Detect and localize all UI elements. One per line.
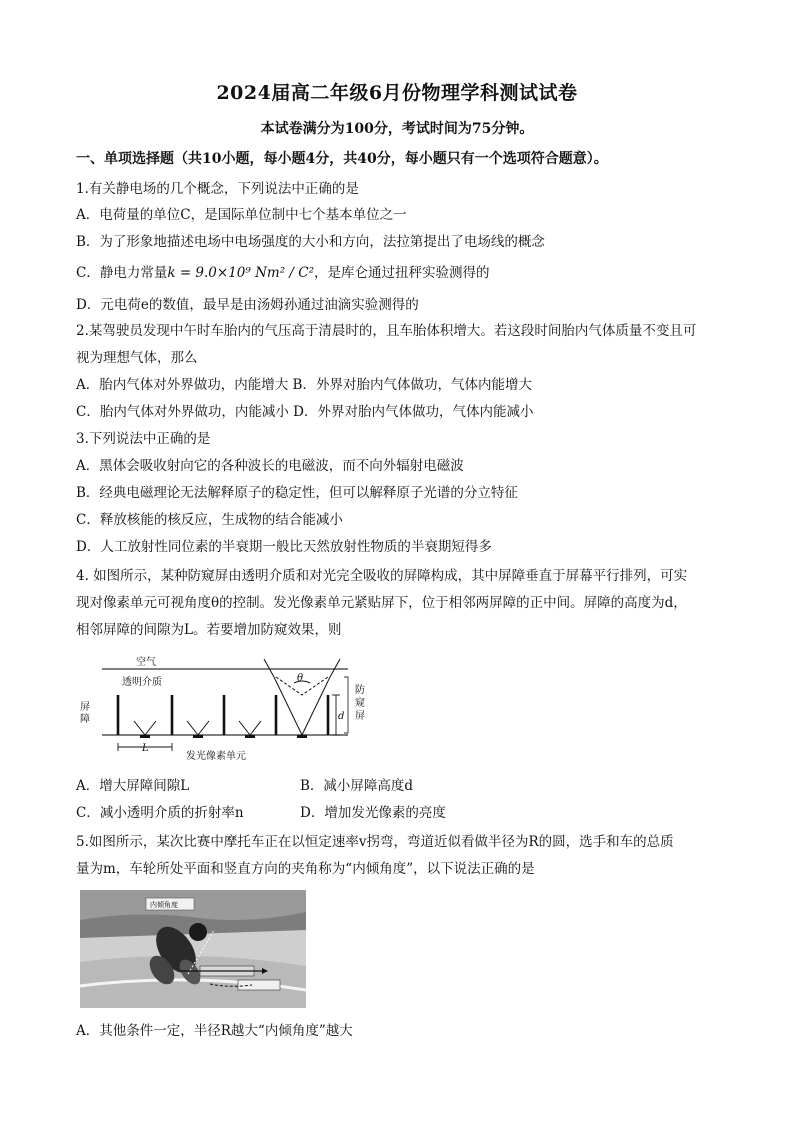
q3-stem: 3.下列说法中正确的是: [76, 431, 211, 447]
q1-option-b: B．为了形象地描述电场中电场强度的大小和方向，法拉第提出了电场线的概念: [76, 234, 545, 250]
label-medium: 透明介质: [122, 677, 162, 688]
page-title: 2024届高二年级6月份物理学科测试试卷: [216, 82, 578, 104]
q4-stem-line1: 4. 如图所示，某种防窥屏由透明介质和对光完全吸收的屏障构成，其中屏障垂直于屏幕平行排列，可实: [76, 568, 688, 584]
privacy-screen-figure: [98, 655, 354, 765]
label-pixel: 发光像素单元: [186, 751, 246, 762]
q4-stem-line3: 相邻屏障的间隙为L。若要增加防窥效果，则: [76, 622, 342, 638]
light-rays: [134, 659, 340, 735]
motorcycle-photo: [80, 890, 306, 1008]
label-theta: θ: [297, 673, 304, 684]
q5-stem-line1: 5.如图所示，某次比赛中摩托车正在以恒定速率v拐弯，弯道近似看做半径为R的圆，选手和车的总质: [76, 834, 674, 850]
label-d: d: [338, 711, 345, 722]
q1-option-d: D．元电荷e的数值，最早是由汤姆孙通过油滴实验测得的: [76, 297, 419, 313]
q3-option-c: C．释放核能的核反应，生成物的结合能减小: [76, 512, 343, 528]
q1-option-c-prefix: C．静电力常量: [76, 265, 168, 281]
q1-option-c-suffix: ，是库仑通过扭秤实验测得的: [313, 265, 490, 281]
label-air: 空气: [136, 657, 156, 668]
q5-stem-line2: 量为m，车轮所处平面和竖直方向的夹角称为“内倾角度”，以下说法正确的是: [76, 861, 535, 877]
q2-stem-line2: 视为理想气体，那么: [76, 350, 198, 366]
q1-option-c: [76, 264, 489, 282]
q3-option-b: B．经典电磁理论无法解释原子的稳定性，但可以解释原子光谱的分立特征: [76, 485, 518, 501]
coulomb-constant-formula: k = 9.0×10⁹ Nm² / C²: [167, 265, 314, 281]
q4-option-b: B．减小屏障高度d: [300, 778, 414, 794]
q3-option-d: D．人工放射性同位素的半衰期一般比天然放射性物质的半衰期短得多: [76, 539, 492, 555]
q2-stem-line1: 2.某驾驶员发现中午时车胎内的气压高于清晨时的，且车胎体积增大。若这段时间胎内气体质量不变且可: [76, 323, 697, 339]
q1-option-a: A．电荷量的单位C，是国际单位制中七个基本单位之一: [76, 207, 407, 223]
q2-options-cd: C．胎内气体对外界做功，内能减小 D．外界对胎内气体做功，气体内能减小: [76, 404, 534, 420]
photo-label-lean-angle: 内倾角度: [150, 901, 178, 909]
exam-info: 本试卷满分为100分，考试时间为75分钟。: [260, 121, 534, 137]
label-barrier: 屏障: [80, 702, 90, 725]
q3-option-a: A．黑体会吸收射向它的各种波长的电磁波，而不向外辐射电磁波: [76, 458, 464, 474]
section-heading: 一、单项选择题（共10小题，每小题4分，共40分，每小题只有一个选项符合题意）。: [76, 151, 608, 167]
q4-option-a: A．增大屏障间隙L: [76, 778, 190, 794]
q2-options-ab: A．胎内气体对外界做功，内能增大 B．外界对胎内气体做功，气体内能增大: [76, 377, 532, 393]
q4-stem-line2: 现对像素单元可视角度θ的控制。发光像素单元紧贴屏下，位于相邻两屏障的正中间。屏障的高度为d，: [76, 595, 687, 611]
q1-stem: 1.有关静电场的几个概念，下列说法中正确的是: [76, 181, 359, 197]
q4-option-d: D．增加发光像素的亮度: [300, 805, 446, 821]
q4-option-c: C．减小透明介质的折射率n: [76, 805, 244, 821]
label-L: L: [142, 743, 149, 754]
q5-option-a: A．其他条件一定，半径R越大“内倾角度”越大: [76, 1023, 353, 1039]
label-screen: 防窥屏: [355, 685, 365, 722]
